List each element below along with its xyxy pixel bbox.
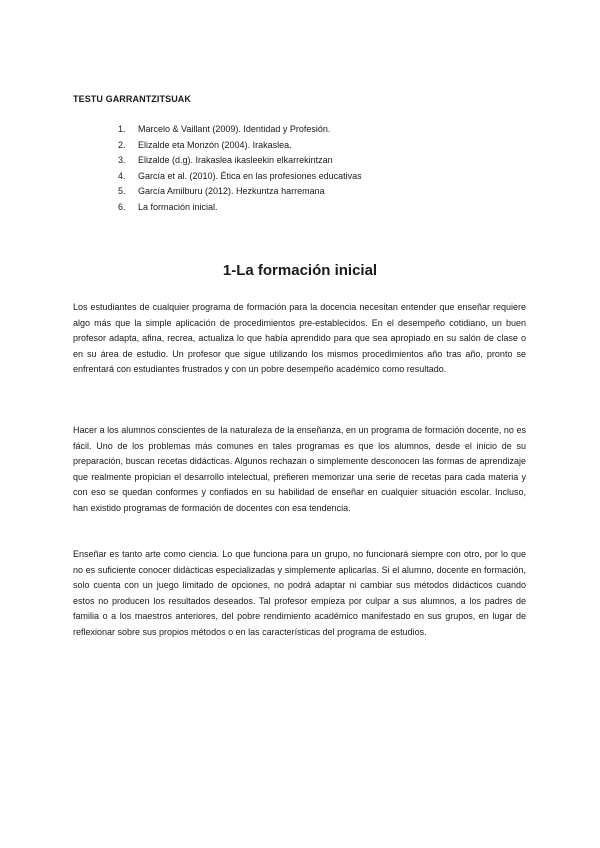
references-heading: TESTU GARRANTZITSUAK (73, 94, 191, 104)
body-paragraph: Hacer a los alumnos conscientes de la naturaleza de la enseñanza, en un programa de formación docente, no es fácil. Uno de los problemas más comunes en tales programas es que los alumnos, desde el inicio de su preparación, buscan recetas didácticas. Algunos rechazan o simplemente desconocen las formas de aprendizaje que realmente propician el desarrollo intelectual, prefieren memorizar una serie de recetas para cada materia y con eso se quedan conformes y confiados en su habilidad de enseñar en cualquier situación escolar. Incluso, han existido programas de formación de docentes con esa tendencia. (73, 425, 526, 513)
reference-text: García Amilburu (2012). Hezkuntza harremana (138, 186, 325, 196)
reference-number: 6. (118, 201, 126, 212)
reference-text: García et al. (2010). Ética en las profesiones educativas (138, 170, 362, 181)
reference-number: 5. (118, 186, 126, 196)
body-paragraph: Enseñar es tanto arte como ciencia. Lo que funciona para un grupo, no funcionará siempre con otro, por lo que no es suficiente conocer didácticas especializadas y simplemente aplicarlas. Si el alumno, docente en formación, solo cuenta con un juego limitado de opciones, no podrá adaptar ni cambiar sus métodos didácticos cuando estos no producen los resultados deseados. Tal profesor empieza por culpar a sus alumnos, a los padres de familia o a los maestros anteriores, del pobre rendimiento académico manifestado en sus grupos, en lugar de reflexionar sobre sus propios métodos o en las características del programa de estudios. (73, 549, 526, 637)
reference-text: Marcelo & Vaillant (2009). Identidad y Profesión. (138, 124, 331, 134)
reference-text: Elizalde (d.g). Irakaslea ikasleekin elkarrekintzan (138, 155, 333, 165)
reference-number: 2. (118, 139, 126, 150)
reference-number: 4. (118, 170, 126, 181)
reference-text: Elizalde eta Monzón (2004). Irakaslea. (138, 139, 292, 150)
body-paragraph: Los estudiantes de cualquier programa de formación para la docencia necesitan entender que enseñar requiere algo más que la simple aplicación de procedimientos pre-establecidos. En el desempeño cotidiano, un buen profesor adapta, afina, recrea, actualiza lo que había aprendido para que sea apropiado en su salón de clase o en su área de estudio. Un profesor que sigue utilizando los mismos procedimientos año tras año, pronto se enfrentará con estudiantes frustrados y con un pobre desempeño académico como resultado. (73, 302, 526, 375)
reference-number: 3. (118, 155, 126, 165)
reference-number: 1. (118, 124, 126, 134)
section-title: 1-La formación inicial (222, 262, 378, 279)
reference-text: La formación inicial. (138, 201, 218, 212)
